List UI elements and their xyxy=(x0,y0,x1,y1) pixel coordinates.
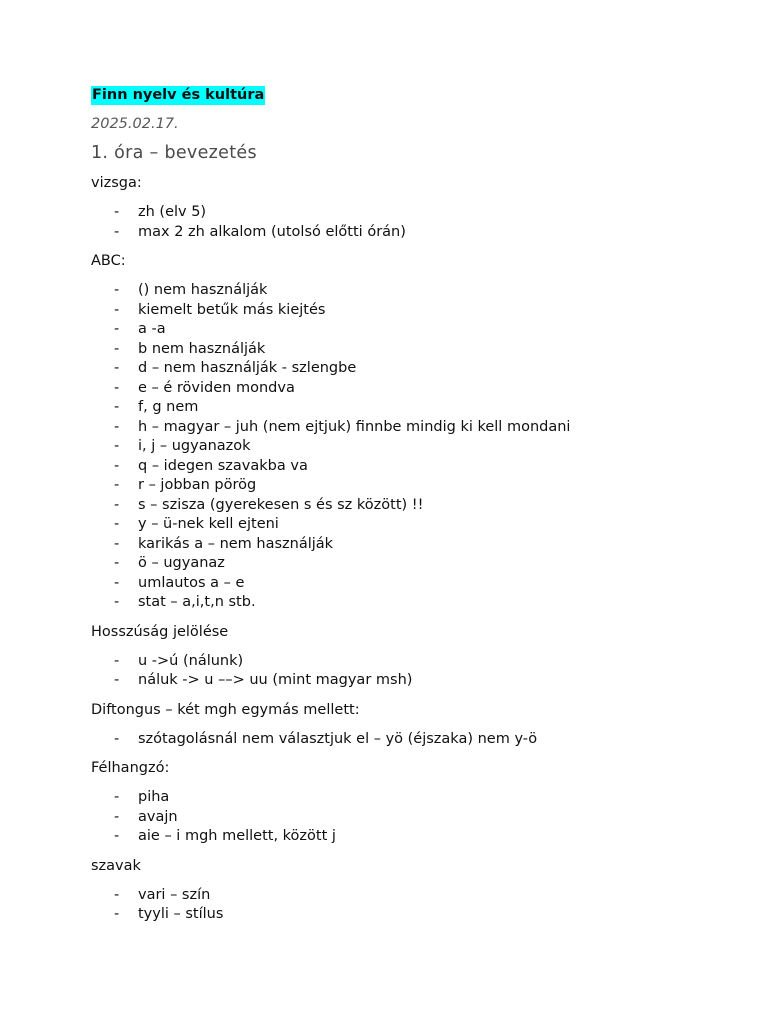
dash-bullet-icon: - xyxy=(114,438,120,454)
bullet-list xyxy=(91,281,711,613)
section-label: Hosszúság jelölése xyxy=(91,623,229,640)
list-item-text: stat – a,i,t,n stb. xyxy=(138,594,256,610)
list-item xyxy=(91,652,711,672)
bullet-list xyxy=(91,203,711,242)
document-date: 2025.02.17. xyxy=(91,116,179,132)
dash-bullet-icon: - xyxy=(114,730,120,747)
list-item-text: vari – szín xyxy=(138,886,211,903)
list-item-text: kiemelt betűk más kiejtés xyxy=(138,301,326,318)
list-item-text: szótagolásnál nem választjuk el – yö (éjszaka) nem y-ö xyxy=(138,730,538,747)
dash-bullet-icon: - xyxy=(114,477,120,493)
list-item xyxy=(91,886,711,906)
list-item xyxy=(91,730,711,750)
bullet-list xyxy=(91,730,711,750)
document-title-wrap xyxy=(91,84,711,105)
dash-bullet-icon: - xyxy=(114,457,120,474)
list-item xyxy=(91,457,711,477)
list-item xyxy=(91,535,711,555)
dash-bullet-icon: - xyxy=(114,321,120,337)
dash-bullet-icon: - xyxy=(114,906,120,922)
list-item xyxy=(91,418,711,438)
sections-container xyxy=(91,174,711,925)
list-item-text: i, j – ugyanazok xyxy=(138,438,251,454)
dash-bullet-icon: - xyxy=(114,282,120,298)
list-item-text: s – szisza (gyerekesen s és sz között) !! xyxy=(138,496,424,513)
list-item xyxy=(91,359,711,379)
list-item xyxy=(91,788,711,808)
list-item-text: r – jobban pörög xyxy=(138,477,257,493)
dash-bullet-icon: - xyxy=(114,399,120,415)
list-item-text: d – nem használják - szlengbe xyxy=(138,360,357,376)
list-item xyxy=(91,671,711,691)
list-item xyxy=(91,554,711,574)
list-item xyxy=(91,203,711,223)
list-item-text: y – ü-nek kell ejteni xyxy=(138,516,279,532)
dash-bullet-icon: - xyxy=(114,672,120,688)
list-item-text: e – é röviden mondva xyxy=(138,379,295,396)
dash-bullet-icon: - xyxy=(114,496,120,513)
dash-bullet-icon: - xyxy=(114,828,120,844)
dash-bullet-icon: - xyxy=(114,535,120,552)
dash-bullet-icon: - xyxy=(114,379,120,396)
dash-bullet-icon: - xyxy=(114,301,120,318)
dash-bullet-icon: - xyxy=(114,594,120,610)
section-label: szavak xyxy=(91,857,141,874)
lesson-heading: 1. óra – bevezetés xyxy=(91,143,257,163)
list-item xyxy=(91,808,711,828)
list-item xyxy=(91,301,711,321)
list-item-text: () nem használják xyxy=(138,282,268,298)
dash-bullet-icon: - xyxy=(114,789,120,805)
list-item-text: piha xyxy=(138,789,170,805)
list-item-text: náluk -> u ––> uu (mint magyar msh) xyxy=(138,672,413,688)
list-item-text: umlautos a – e xyxy=(138,574,245,591)
dash-bullet-icon: - xyxy=(114,223,120,240)
list-item xyxy=(91,281,711,301)
bullet-list xyxy=(91,652,711,691)
list-item-text: h – magyar – juh (nem ejtjuk) finnbe mindig ki kell mondani xyxy=(138,418,571,435)
list-item xyxy=(91,574,711,594)
list-item-text: max 2 zh alkalom (utolsó előtti órán) xyxy=(138,223,406,240)
list-item-text: f, g nem xyxy=(138,399,199,415)
list-item-text: karikás a – nem használják xyxy=(138,535,334,552)
section-label: Félhangzó: xyxy=(91,760,170,776)
list-item xyxy=(91,515,711,535)
list-item-text: u ->ú (nálunk) xyxy=(138,652,244,669)
dash-bullet-icon: - xyxy=(114,886,120,903)
document-title: Finn nyelv és kultúra xyxy=(92,87,265,103)
list-item xyxy=(91,593,711,613)
list-item xyxy=(91,827,711,847)
list-item-text: a -a xyxy=(138,321,166,337)
list-item xyxy=(91,905,711,925)
dash-bullet-icon: - xyxy=(114,555,120,571)
list-item xyxy=(91,223,711,243)
dash-bullet-icon: - xyxy=(114,340,120,357)
dash-bullet-icon: - xyxy=(114,360,120,376)
list-item-text: tyyli – stílus xyxy=(138,906,224,922)
bullet-list xyxy=(91,886,711,925)
list-item-text: aie – i mgh mellett, között j xyxy=(138,828,336,844)
list-item xyxy=(91,398,711,418)
list-item xyxy=(91,496,711,516)
dash-bullet-icon: - xyxy=(114,652,120,669)
list-item xyxy=(91,379,711,399)
list-item xyxy=(91,476,711,496)
bullet-list xyxy=(91,788,711,847)
list-item-text: b nem használják xyxy=(138,340,266,357)
document-page xyxy=(91,84,711,925)
list-item xyxy=(91,320,711,340)
list-item xyxy=(91,340,711,360)
dash-bullet-icon: - xyxy=(114,808,120,825)
section-label: Diftongus – két mgh egymás mellett: xyxy=(91,701,360,718)
list-item-text: zh (elv 5) xyxy=(138,204,207,220)
section-label: vizsga: xyxy=(91,175,142,191)
list-item xyxy=(91,437,711,457)
dash-bullet-icon: - xyxy=(114,204,120,220)
list-item-text: avajn xyxy=(138,808,178,825)
dash-bullet-icon: - xyxy=(114,574,120,591)
section-label: ABC: xyxy=(91,253,126,269)
list-item-text: q – idegen szavakba va xyxy=(138,457,308,474)
dash-bullet-icon: - xyxy=(114,516,120,532)
dash-bullet-icon: - xyxy=(114,418,120,435)
list-item-text: ö – ugyanaz xyxy=(138,555,225,571)
